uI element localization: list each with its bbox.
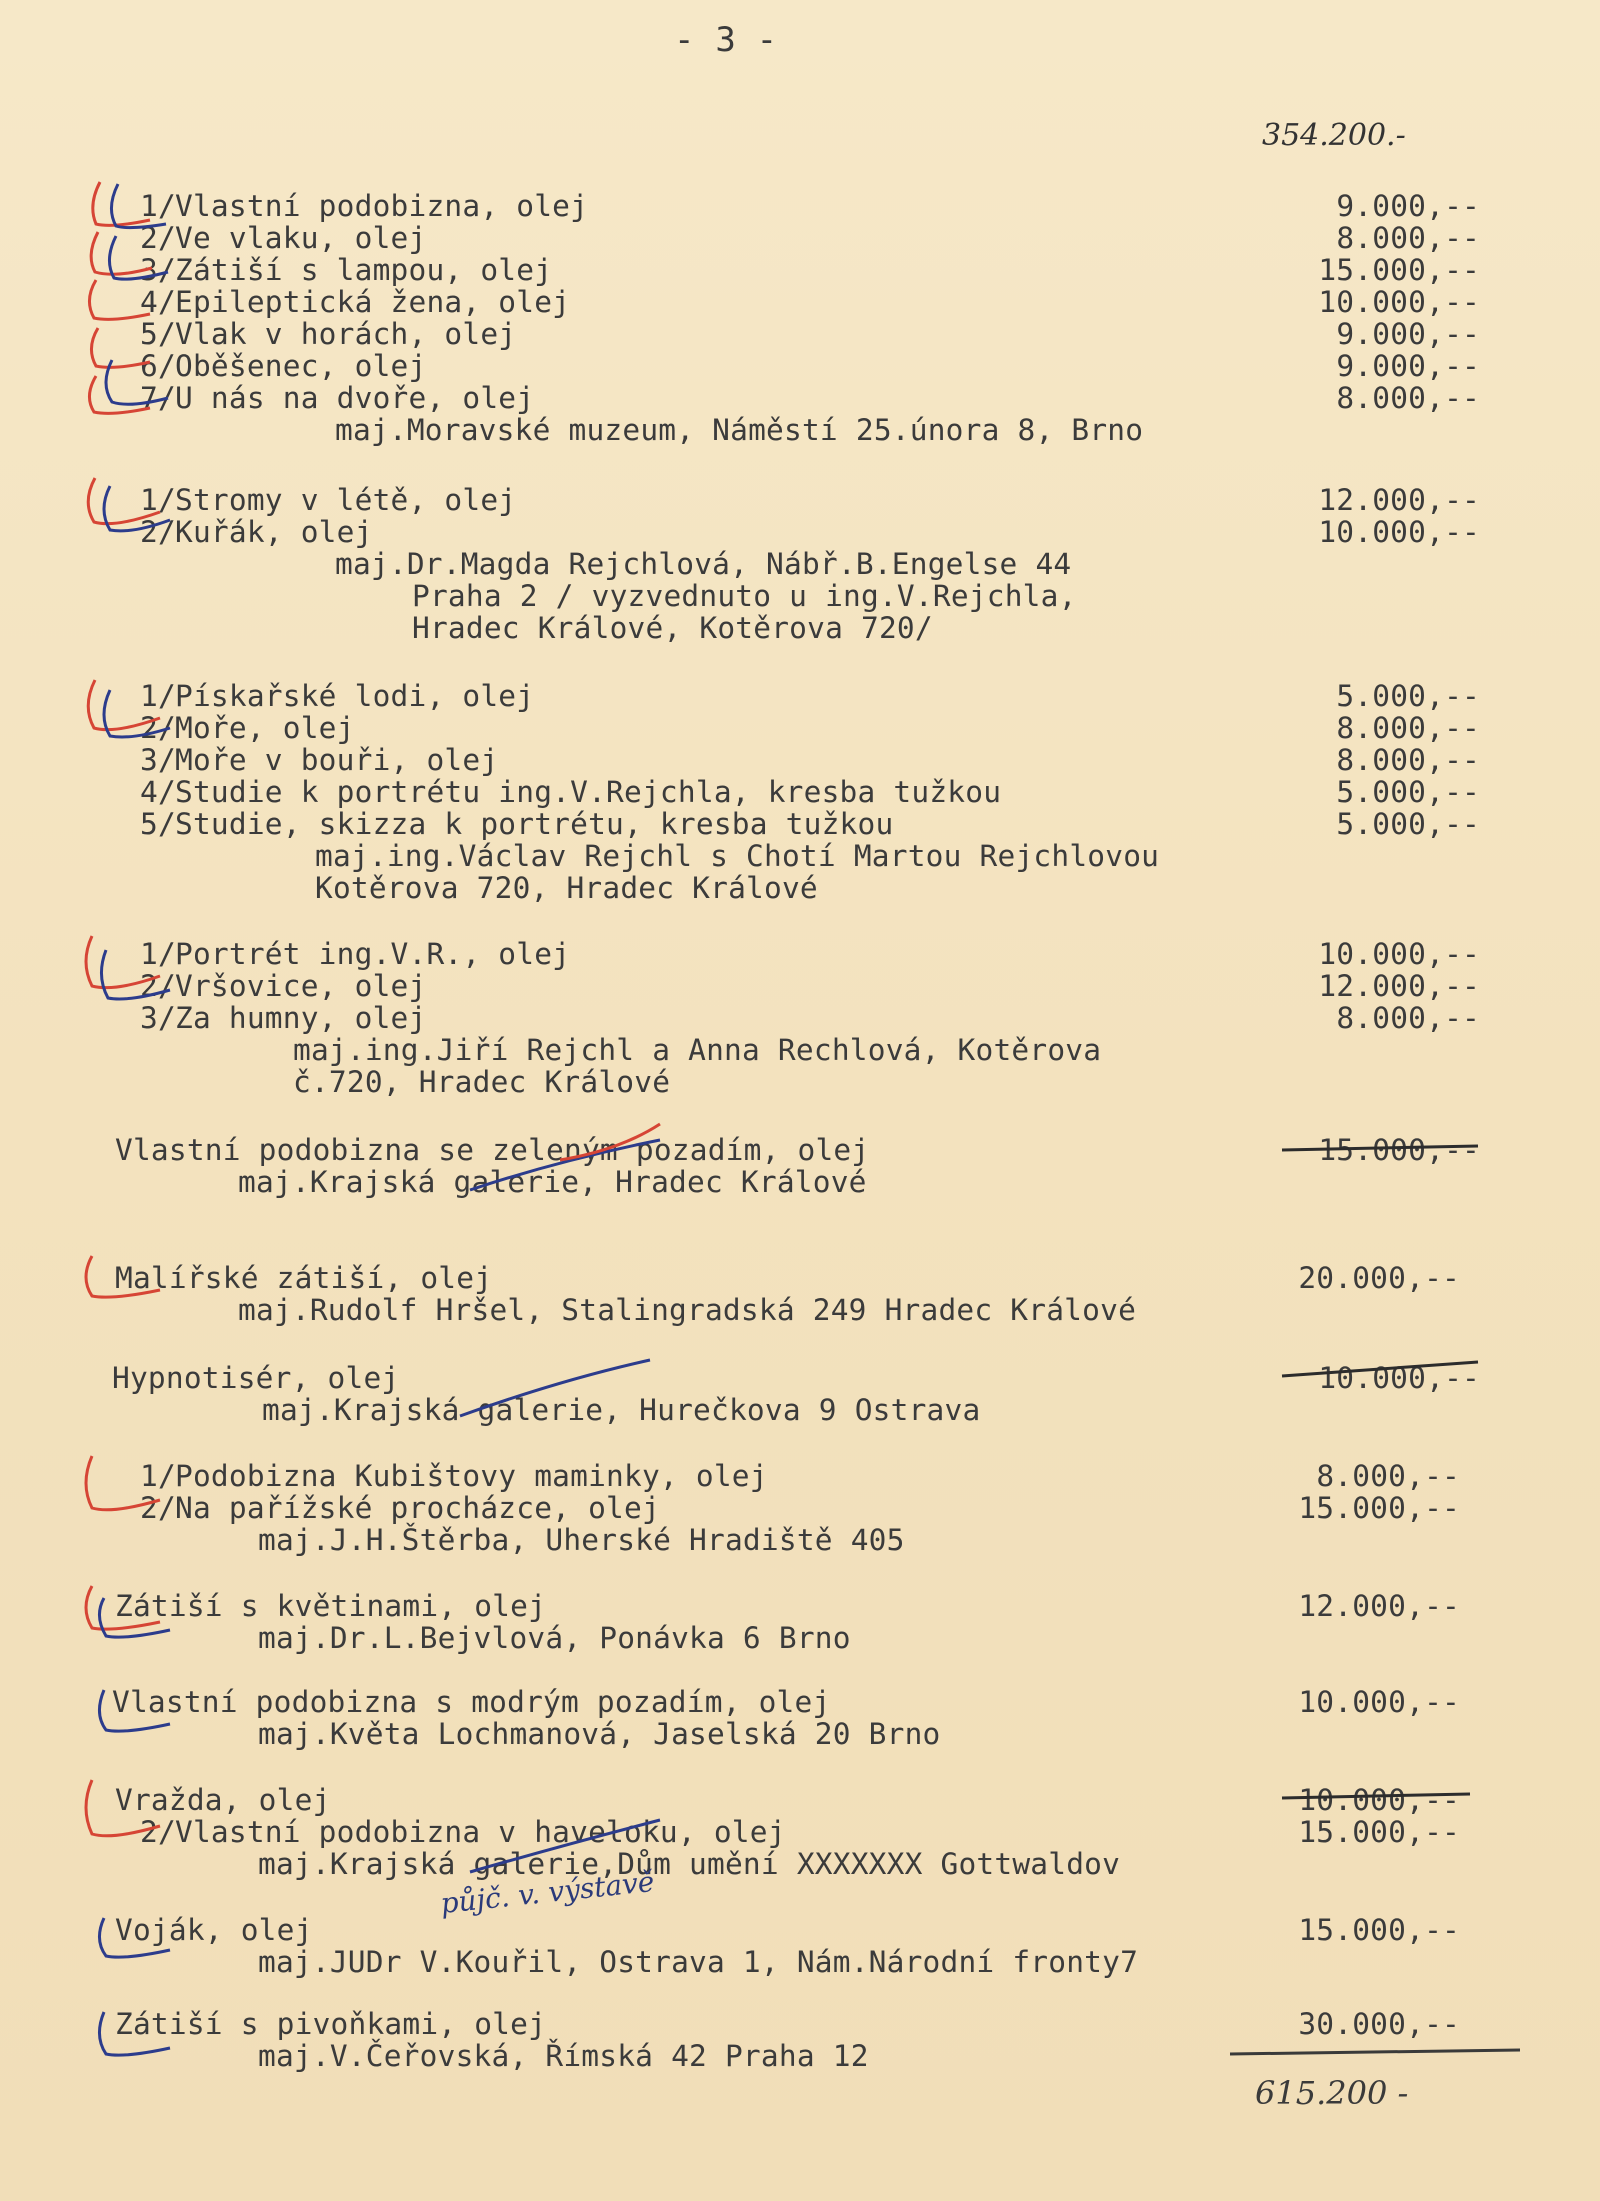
item-price: 10.000,--	[1318, 285, 1480, 319]
item-title: Vlastní podobizna, olej	[175, 189, 589, 223]
price-strikethroughs	[1282, 1146, 1478, 1798]
item-number: 1/	[140, 189, 176, 223]
item-price: 12.000,--	[1318, 483, 1480, 517]
owner-line: Kotěrova 720, Hradec Králové	[315, 871, 818, 905]
item-price: 8.000,--	[1336, 1001, 1480, 1035]
item-title: Pískařské lodi, olej	[175, 679, 535, 713]
owner-line: maj.Dr.Magda Rejchlová, Nábř.B.Engelse 44	[335, 547, 1072, 581]
item-price: 8.000,--	[1336, 221, 1480, 255]
owner-line: maj.ing.Václav Rejchl s Chotí Martou Rejchlovou	[315, 839, 1160, 873]
item-price: 15.000,--	[1298, 1913, 1460, 1947]
item-price: 10.000,--	[1318, 1361, 1480, 1395]
handwritten-subtotal: 354.200.-	[1262, 118, 1406, 153]
item-title: Hypnotisér, olej	[112, 1361, 400, 1395]
item-price: 10.000,--	[1298, 1685, 1460, 1719]
item-price: 10.000,--	[1298, 1783, 1460, 1817]
blue-tick-marks	[99, 184, 170, 2055]
item-price: 8.000,--	[1336, 743, 1480, 777]
item-price: 12.000,--	[1318, 969, 1480, 1003]
owner-line: maj.ing.Jiří Rejchl a Anna Rechlová, Kotěrova	[293, 1033, 1102, 1067]
owner-line: maj.Krajská galerie, Hurečkova 9 Ostrava	[262, 1393, 981, 1427]
item-number: 3/	[140, 1001, 176, 1035]
item-number: 7/	[140, 381, 176, 415]
item-price: 8.000,--	[1336, 381, 1480, 415]
item-number: 3/	[140, 743, 176, 777]
item-title: Studie, skizza k portrétu, kresba tužkou	[175, 807, 894, 841]
item-price: 10.000,--	[1318, 515, 1480, 549]
owner-line: maj.Moravské muzeum, Náměstí 25.února 8, Brno	[335, 413, 1144, 447]
item-number: 2/	[140, 711, 176, 745]
item-title: Vlastní podobizna se zeleným pozadím, olej	[115, 1133, 870, 1167]
item-title: Oběšenec, olej	[175, 349, 427, 383]
owner-line: č.720, Hradec Králové	[293, 1065, 671, 1099]
owner-line: maj.Krajská galerie, Hradec Králové	[238, 1165, 867, 1199]
text-strikethroughs	[460, 1140, 660, 1872]
item-number: 4/	[140, 285, 176, 319]
item-price: 5.000,--	[1336, 807, 1480, 841]
item-title: Zátiší s květinami, olej	[115, 1589, 547, 1623]
item-title: Vlastní podobizna s modrým pozadím, olej	[112, 1685, 831, 1719]
item-price: 8.000,--	[1336, 711, 1480, 745]
page-number: - 3 -	[674, 20, 778, 60]
item-title: Vlastní podobizna v haveloku, olej	[175, 1815, 786, 1849]
item-title: Vlak v horách, olej	[175, 317, 517, 351]
item-number: 3/	[140, 253, 176, 287]
item-number: 4/	[140, 775, 176, 809]
handwritten-note: půjč. v. výstavě	[438, 1864, 656, 1921]
item-title: Na pařížské procházce, olej	[175, 1491, 660, 1525]
item-price: 15.000,--	[1298, 1815, 1460, 1849]
item-title: Moře, olej	[175, 711, 355, 745]
item-number: 2/	[140, 1815, 176, 1849]
item-price: 9.000,--	[1336, 189, 1480, 223]
item-title: Vršovice, olej	[175, 969, 427, 1003]
item-title: Za humny, olej	[175, 1001, 427, 1035]
item-title: Portrét ing.V.R., olej	[175, 937, 571, 971]
item-price: 5.000,--	[1336, 775, 1480, 809]
item-title: Vražda, olej	[115, 1783, 331, 1817]
item-number: 2/	[140, 221, 176, 255]
item-number: 5/	[140, 317, 176, 351]
item-price: 9.000,--	[1336, 317, 1480, 351]
owner-line: Hradec Králové, Kotěrova 720/	[412, 611, 933, 645]
total-underline	[1230, 2050, 1520, 2054]
item-price: 30.000,--	[1298, 2007, 1460, 2041]
item-number: 1/	[140, 483, 176, 517]
owner-line: maj.V.Čeřovská, Římská 42 Praha 12	[258, 2039, 869, 2073]
handwritten-grand-total: 615.200 -	[1255, 2074, 1409, 2112]
item-title: Stromy v létě, olej	[175, 483, 517, 517]
item-title: Ve vlaku, olej	[175, 221, 427, 255]
item-number: 2/	[140, 1491, 176, 1525]
item-title: Podobizna Kubištovy maminky, olej	[175, 1459, 768, 1493]
item-title: U nás na dvoře, olej	[175, 381, 535, 415]
item-number: 6/	[140, 349, 176, 383]
item-number: 1/	[140, 937, 176, 971]
owner-line: maj.J.H.Štěrba, Uherské Hradiště 405	[258, 1523, 905, 1557]
owner-line: Praha 2 / vyzvednuto u ing.V.Rejchla,	[412, 579, 1077, 613]
owner-line: maj.Rudolf Hršel, Stalingradská 249 Hradec Králové	[238, 1293, 1137, 1327]
item-price: 20.000,--	[1298, 1261, 1460, 1295]
owner-line: maj.Dr.L.Bejvlová, Ponávka 6 Brno	[258, 1621, 851, 1655]
item-number: 1/	[140, 679, 176, 713]
item-number: 2/	[140, 515, 176, 549]
owner-line: maj.Květa Lochmanová, Jaselská 20 Brno	[258, 1717, 941, 1751]
item-title: Kuřák, olej	[175, 515, 373, 549]
item-title: Moře v bouři, olej	[175, 743, 499, 777]
item-number: 1/	[140, 1459, 176, 1493]
item-price: 9.000,--	[1336, 349, 1480, 383]
owner-line: maj.Krajská galerie,Dům umění XXXXXXX Gottwaldov	[258, 1847, 1121, 1881]
item-price: 5.000,--	[1336, 679, 1480, 713]
item-price: 15.000,--	[1318, 253, 1480, 287]
item-price: 8.000,--	[1316, 1459, 1460, 1493]
item-title: Voják, olej	[115, 1913, 313, 1947]
red-tick-marks	[86, 182, 160, 1836]
item-number: 2/	[140, 969, 176, 1003]
item-title: Studie k portrétu ing.V.Rejchla, kresba tužkou	[175, 775, 1002, 809]
item-price: 10.000,--	[1318, 937, 1480, 971]
item-price: 15.000,--	[1298, 1491, 1460, 1525]
item-title: Malířské zátiší, olej	[115, 1261, 493, 1295]
owner-line: maj.JUDr V.Kouřil, Ostrava 1, Nám.Národní fronty7	[258, 1945, 1139, 1979]
item-title: Zátiší s lampou, olej	[175, 253, 553, 287]
item-price: 12.000,--	[1298, 1589, 1460, 1623]
item-title: Zátiší s pivoňkami, olej	[115, 2007, 547, 2041]
item-number: 5/	[140, 807, 176, 841]
item-title: Epileptická žena, olej	[175, 285, 571, 319]
item-price: 15.000,--	[1318, 1133, 1480, 1167]
